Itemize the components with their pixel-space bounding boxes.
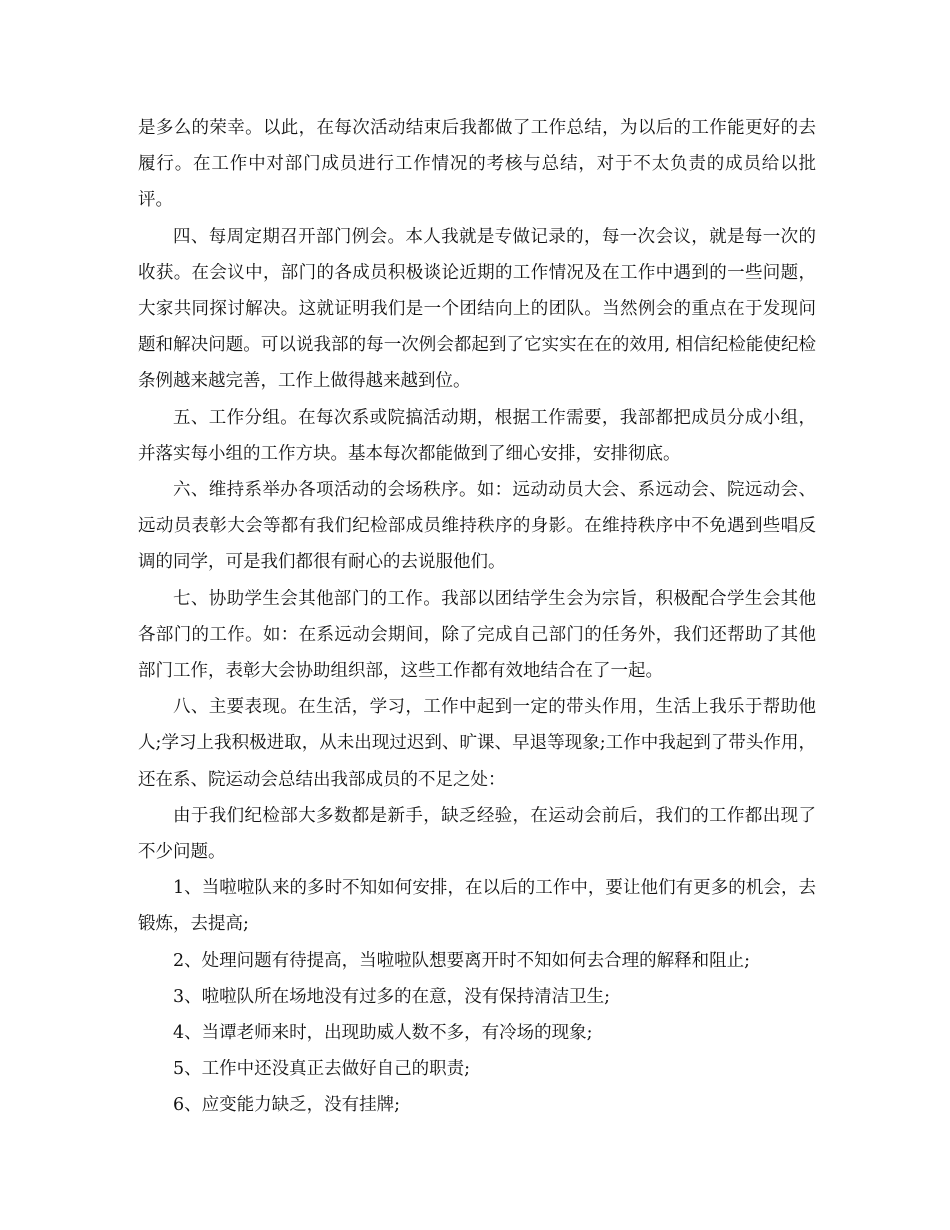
- paragraph-item-4: 四、每周定期召开部门例会。本人我就是专做记录的，每一次会议，就是每一次的收获。在会议中，部门的各成员积极谈论近期的工作情况及在工作中遇到的一些问题，大家共同探讨解决。这就证明我们是一个团结向上的团队。当然例会的重点在于发现问题和解决问题。可以说我部的每一次例会都起到了它实实在在的效用, 相信纪检能使纪检条例越来越完善，工作上做得越来越到位。: [138, 226, 816, 392]
- document-body: [138, 110, 816, 1124]
- problem-item-3: 3、啦啦队所在场地没有过多的在意，没有保持清洁卫生;: [173, 986, 611, 1007]
- problem-item-1: 1、当啦啦队来的多时不知如何安排，在以后的工作中，要让他们有更多的机会，去锻炼，去提高;: [138, 878, 816, 935]
- problem-item-5: 5、工作中还没真正去做好自己的职责;: [173, 1059, 471, 1080]
- paragraph-item-5: 五、工作分组。在每次系或院搞活动期，根据工作需要，我部都把成员分成小组，并落实每小组的工作方块。基本每次都能做到了细心安排，安排彻底。: [138, 407, 816, 464]
- paragraph-continuation: 是多么的荣幸。以此，在每次活动结束后我都做了工作总结，为以后的工作能更好的去履行。在工作中对部门成员进行工作情况的考核与总结，对于不太负责的成员给以批评。: [138, 118, 816, 211]
- paragraph-item-7: 七、协助学生会其他部门的工作。我部以团结学生会为宗旨，积极配合学生会其他各部门的工作。如：在系远动会期间，除了完成自己部门的任务外，我们还帮助了其他部门工作，表彰大会协助组织部，这些工作都有效地结合在了一起。: [138, 588, 816, 682]
- paragraph-problems-intro: 由于我们纪检部大多数都是新手，缺乏经验，在运动会前后，我们的工作都出现了不少问题。: [138, 805, 816, 863]
- paragraph-item-8: 八、主要表现。在生活，学习，工作中起到一定的带头作用，生活上我乐于帮助他人;学习上我积极进取，从未出现过迟到、旷课、早退等现象;工作中我起到了带头作用，还在系、院运动会总结出我部成员的不足之处：: [138, 697, 816, 790]
- problem-item-4: 4、当谭老师来时，出现助威人数不多，有冷场的现象;: [173, 1023, 593, 1044]
- problem-item-6: 6、应变能力缺乏，没有挂牌;: [173, 1095, 401, 1116]
- problem-item-2: 2、处理问题有待提高，当啦啦队想要离开时不知如何去合理的解释和阻止;: [173, 950, 751, 971]
- paragraph-item-6: 六、维持系举办各项活动的会场秩序。如：远动动员大会、系远动会、院远动会、远动员表彰大会等都有我们纪检部成员维持秩序的身影。在维持秩序中不免遇到些唱反调的同学，可是我们都很有耐心的去说服他们。: [138, 480, 816, 573]
